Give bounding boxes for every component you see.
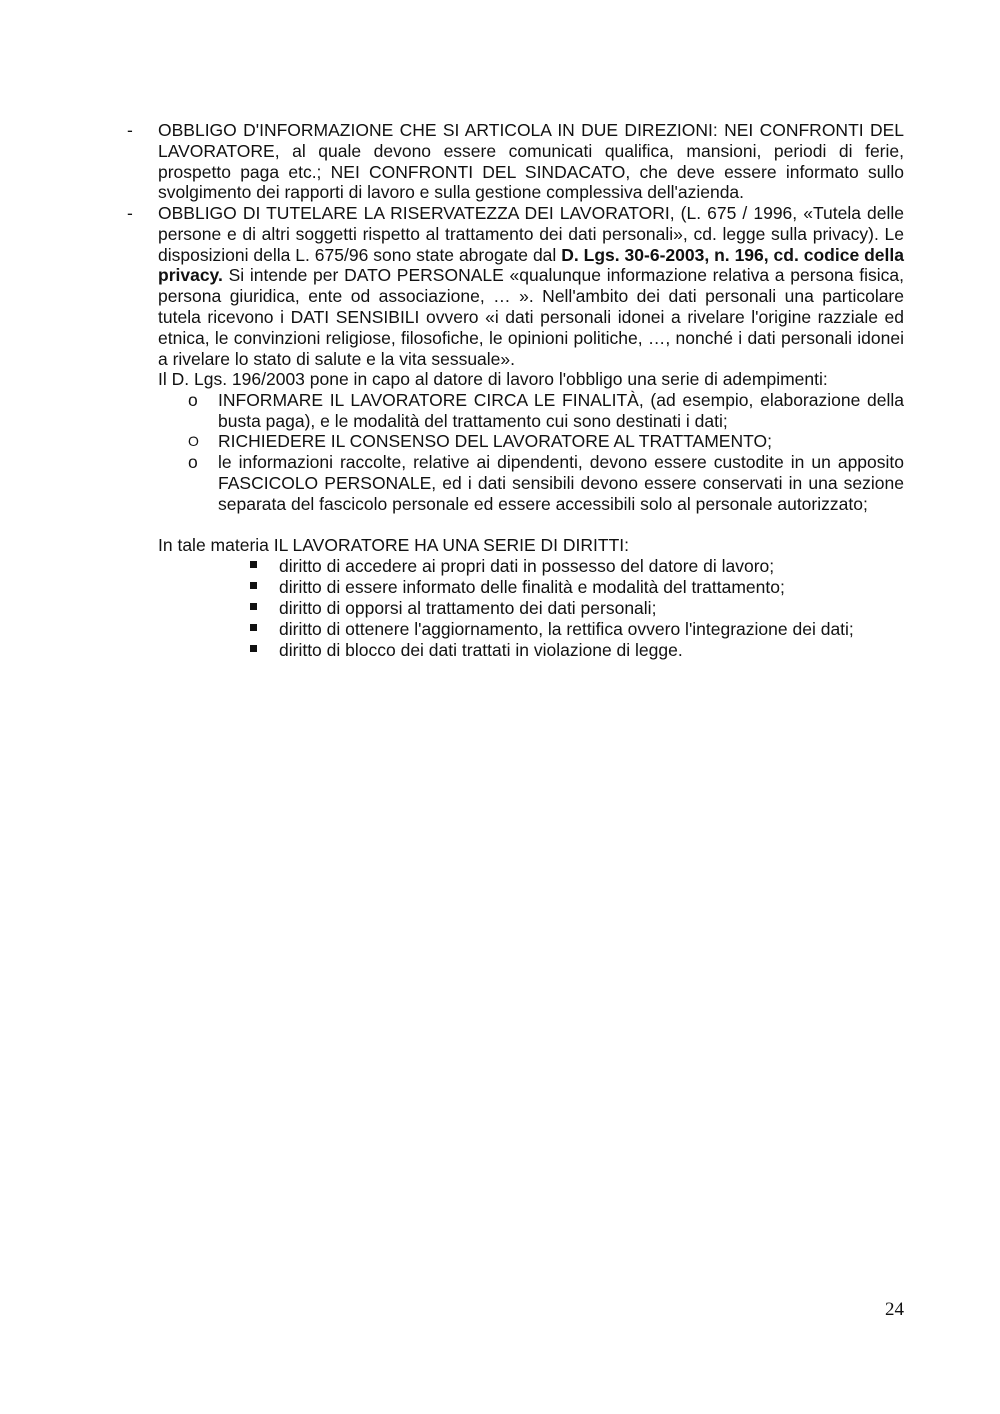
dlgs-intro-text: Il D. Lgs. 196/2003 pone in capo al datore di lavoro l'obbligo una serie di adempimenti: — [158, 369, 828, 389]
list-dash-marker: - — [127, 203, 133, 223]
list-dash-marker: - — [127, 120, 133, 140]
duty-consent-item: RICHIEDERE IL CONSENSO DEL LAVORATORE AL TRATTAMENTO; — [218, 431, 772, 451]
list-circle-marker: O — [188, 433, 199, 449]
square-bullet-icon — [250, 582, 257, 589]
square-bullet-icon — [250, 561, 257, 568]
duty-personal-file-item: le informazioni raccolte, relative ai dipendenti, devono essere custodite in un apposito FASCICOLO PERSONALE, ed i dati sensibili devono essere conservati in una sezione separata del fascicolo personale ed essere accessibili solo al personale autorizzato; — [218, 452, 904, 514]
square-bullet-icon — [250, 624, 257, 631]
privacy-code-reference: D. Lgs. 30-6-2003, n. 196, cd. codice della privacy. — [158, 244, 904, 286]
list-circle-marker: o — [188, 390, 198, 410]
square-bullet-icon — [250, 603, 257, 610]
privacy-text-part-b: Si intende per DATO PERSONALE «qualunque informazione relativa a persona fisica, persona giuridica, ente od associazione, … ». Nell'ambito dei dati personali una particolare tutela ricevono i DATI SENSIBILI ovvero «i dati personali idonei a rivelare l'origine razziale ed etnica, le convinzioni religiose, filosofiche, le opinioni politiche, …, nonché i dati personali idonei a rivelare lo stato di salute e la vita sessuale». — [158, 265, 904, 369]
right-item: diritto di blocco dei dati trattati in violazione di legge. — [279, 640, 683, 660]
rights-intro-text: In tale materia IL LAVORATORE HA UNA SERIE DI DIRITTI: — [158, 535, 630, 555]
privacy-text-part-a: OBBLIGO DI TUTELARE LA RISERVATEZZA DEI LAVORATORI, (L. 675 / 1996, «Tutela delle persone e di altri soggetti rispetto al trattamento dei dati personali», cd. legge sulla privacy). Le disposizioni della L. 675/96 sono state abrogate dal — [158, 203, 904, 265]
right-item: diritto di ottenere l'aggiornamento, la rettifica ovvero l'integrazione dei dati; — [279, 619, 854, 639]
page-number: 24 — [885, 1299, 904, 1320]
right-item: diritto di accedere ai propri dati in possesso del datore di lavoro; — [279, 556, 775, 576]
obligation-privacy-paragraph — [158, 203, 904, 369]
right-item: diritto di opporsi al trattamento dei dati personali; — [279, 598, 657, 618]
right-item: diritto di essere informato delle finalità e modalità del trattamento; — [279, 577, 785, 597]
duty-inform-item: INFORMARE IL LAVORATORE CIRCA LE FINALITÀ, (ad esempio, elaborazione della busta paga), e le modalità del trattamento cui sono destinati i dati; — [218, 390, 904, 431]
list-circle-marker: o — [188, 452, 198, 472]
square-bullet-icon — [250, 645, 257, 652]
obligation-information-paragraph: OBBLIGO D'INFORMAZIONE CHE SI ARTICOLA IN DUE DIREZIONI: NEI CONFRONTI DEL LAVORATORE, al quale devono essere comunicati qualifica, mansioni, periodi di ferie, prospetto paga etc.; NEI CONFRONTI DEL SINDACATO, che deve essere informato sullo svolgimento dei rapporti di lavoro e sulla gestione complessiva dell'azienda. — [158, 120, 904, 203]
